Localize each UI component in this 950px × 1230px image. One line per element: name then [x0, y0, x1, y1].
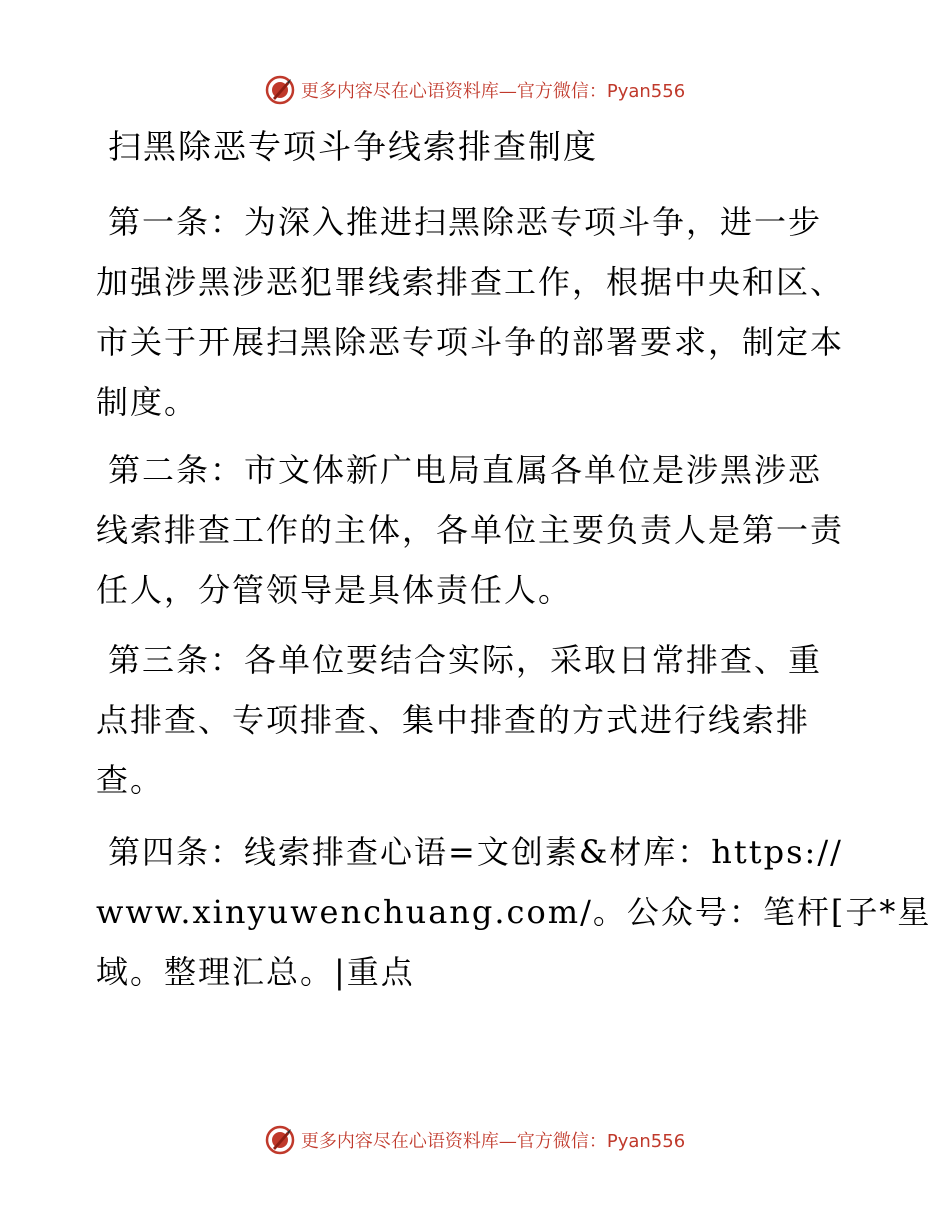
- document-title: 扫黑除恶专项斗争线索排查制度: [108, 127, 598, 166]
- article-line: 第三条：各单位要结合实际，采取日常排查、重: [108, 641, 823, 679]
- article-2: [96, 440, 856, 620]
- header-banner: [0, 70, 950, 110]
- header-banner-text: 更多内容尽在心语资料库—官方微信：Pyan556: [300, 81, 686, 102]
- article-line: 市关于开展扫黑除恶专项斗争的部署要求，制定本: [96, 323, 845, 361]
- article-1: [96, 192, 856, 432]
- pen-logo-icon: [265, 1125, 295, 1155]
- footer-banner-text: 更多内容尽在心语资料库—官方微信：Pyan556: [300, 1131, 686, 1152]
- article-line: www.xinyuwenchuang.com/。公众号：笔杆[子*星: [96, 893, 932, 931]
- article-line: 制度。: [96, 383, 199, 421]
- article-line: 点排查、专项排查、集中排查的方式进行线索排: [96, 701, 811, 739]
- article-line: 第四条：线索排查心语=文创素&材库：https://: [108, 833, 843, 871]
- article-4: [96, 822, 932, 1002]
- footer-banner: [0, 1120, 950, 1160]
- article-line: 线索排查工作的主体，各单位主要负责人是第一责: [96, 511, 845, 549]
- footer-banner-content: [265, 1125, 685, 1155]
- article-line: 第二条：市文体新广电局直属各单位是涉黑涉恶: [108, 451, 823, 489]
- article-line: 任人，分管领导是具体责任人。: [96, 571, 573, 609]
- pen-logo-icon: [265, 75, 295, 105]
- article-3: [96, 630, 856, 810]
- article-line: 域。整理汇总。|重点: [96, 953, 415, 991]
- article-line: 加强涉黑涉恶犯罪线索排查工作，根据中央和区、: [96, 263, 845, 301]
- header-banner-content: [265, 75, 685, 105]
- article-line: 第一条：为深入推进扫黑除恶专项斗争，进一步: [108, 203, 823, 241]
- article-line: 查。: [96, 761, 165, 799]
